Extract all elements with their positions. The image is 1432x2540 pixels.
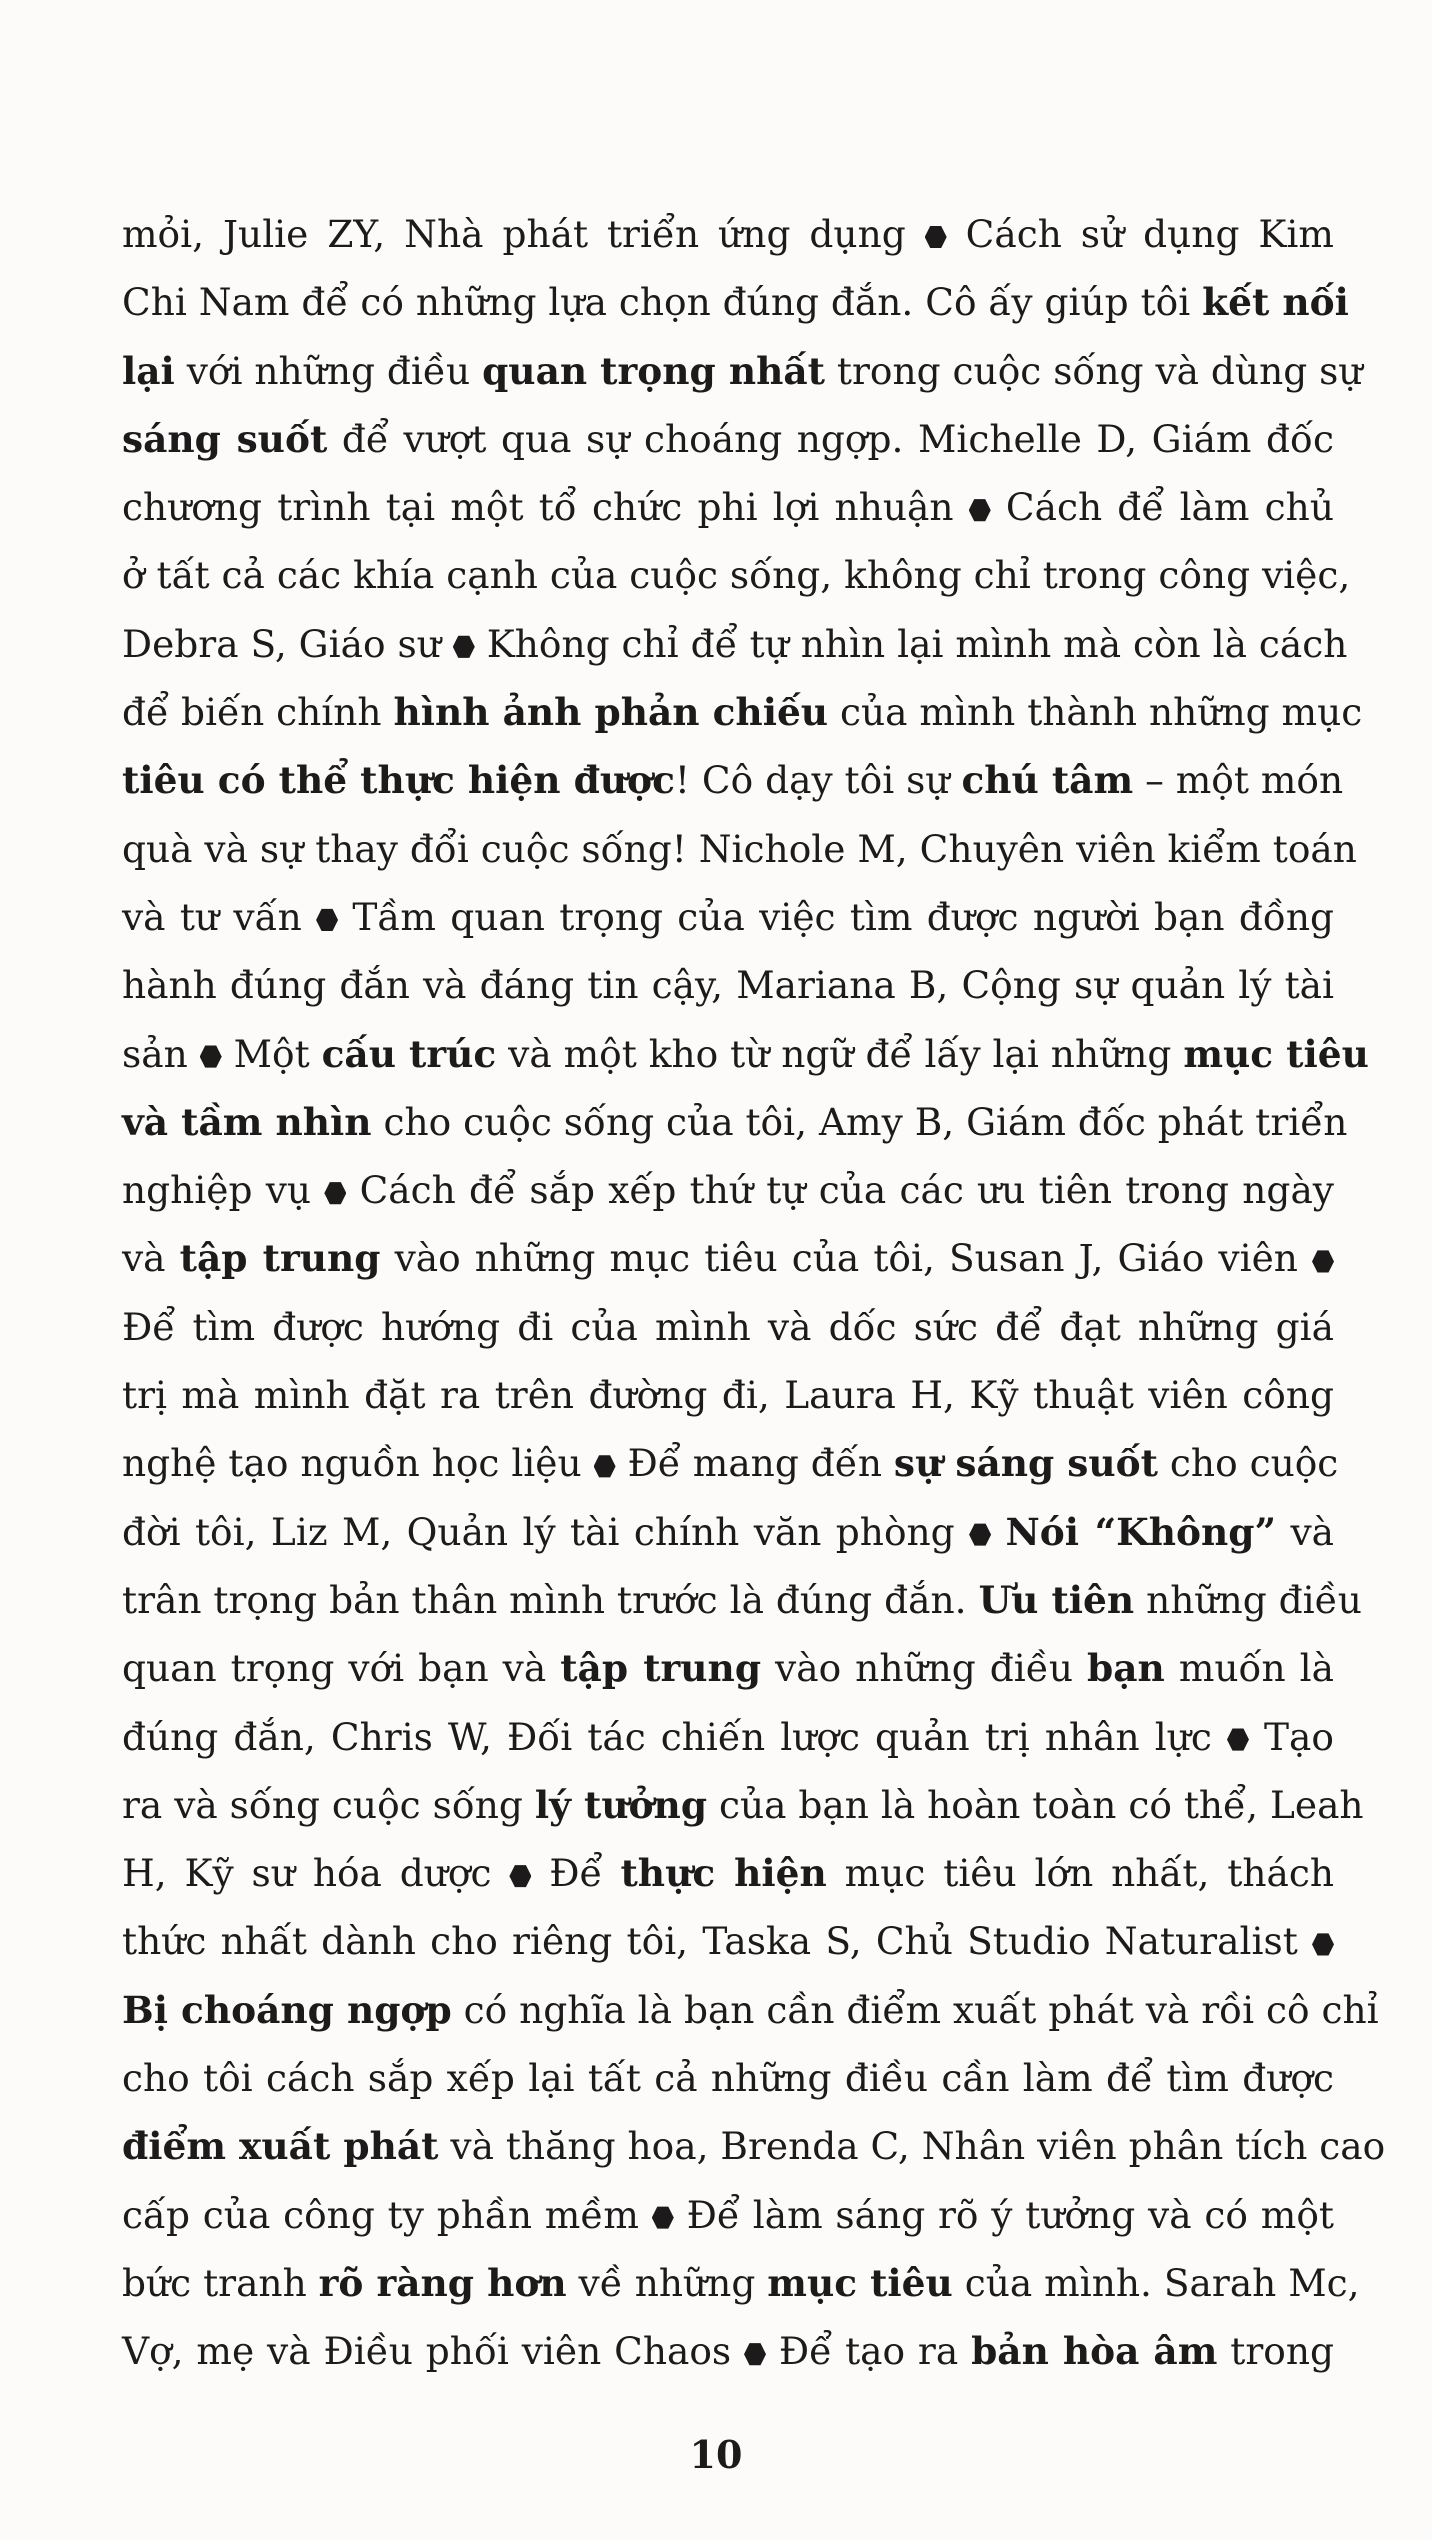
text-run: cho tôi cách sắp xếp lại tất cả những điều cần làm để tìm được <box>122 2056 1334 2101</box>
text-run: bức tranh <box>122 2260 319 2305</box>
hexagon-bullet-icon <box>744 2342 766 2366</box>
text-run: Chi Nam để có những lựa chọn đúng đắn. Cô ấy giúp tôi <box>122 280 1203 325</box>
hexagon-bullet-icon <box>324 1181 346 1205</box>
text-run: cấp của công ty phần mềm <box>122 2192 652 2237</box>
text-run: Cách sử dụng Kim <box>946 212 1334 256</box>
text-run: trị mà mình đặt ra trên đường đi, Laura H, Kỹ thuật viên công <box>122 1373 1334 1418</box>
text-line <box>122 678 1363 746</box>
text-run: ở tất cả các khía cạnh của cuộc sống, không chỉ trong công việc, <box>122 553 1351 598</box>
text-line <box>122 610 1348 678</box>
text-line <box>122 2181 1334 2249</box>
bold-text: cấu trúc <box>321 1031 497 1076</box>
text-run: Để tạo ra <box>766 2329 972 2374</box>
text-run: và tư vấn <box>122 894 317 939</box>
text-run: vào những mục tiêu của tôi, Susan J, Giáo viên <box>380 1236 1312 1281</box>
text-run: chương trình tại một tổ chức phi lợi nhuận <box>122 485 969 530</box>
text-line <box>122 1224 1334 1292</box>
text-line <box>122 1976 1379 2044</box>
text-run: để vượt qua sự choáng ngợp. Michelle D, Giám đốc <box>327 416 1334 461</box>
text-run: với những điều <box>174 348 483 393</box>
bold-text: mục tiêu <box>1183 1031 1369 1076</box>
bold-text: Nói “Không” <box>1005 1509 1277 1554</box>
text-run: trong cuộc sống và dùng sự <box>824 348 1363 393</box>
text-run: có nghĩa là bạn cần điểm xuất phát và rồi cô chỉ <box>451 1987 1379 2032</box>
bold-text: thực hiện <box>620 1851 827 1896</box>
text-run: Vợ, mẹ và Điều phối viên Chaos <box>122 2329 745 2374</box>
page-number: 10 <box>689 2432 743 2477</box>
bold-text: Bị choáng ngợp <box>122 1987 452 2032</box>
text-run: trong <box>1217 2329 1334 2374</box>
text-run: mỏi, Julie ZY, Nhà phát triển ứng dụng <box>122 212 925 256</box>
bold-text: hình ảnh phản chiếu <box>393 690 829 735</box>
text-run: những điều <box>1134 1577 1362 1622</box>
bold-text: sự sáng suốt <box>893 1441 1158 1486</box>
text-line <box>122 1020 1369 1088</box>
text-run: Cách để làm chủ <box>990 485 1334 530</box>
text-run: ra và sống cuộc sống <box>122 1782 535 1827</box>
text-line <box>122 815 1357 883</box>
text-line <box>122 1293 1334 1361</box>
text-line <box>122 1088 1348 1156</box>
bold-text: lại <box>122 348 175 393</box>
text-run: vào những điều <box>761 1646 1088 1691</box>
text-run: cho cuộc <box>1158 1441 1339 1486</box>
hexagon-bullet-icon <box>969 498 991 522</box>
body-text <box>122 200 1386 2386</box>
hexagon-bullet-icon <box>594 1454 616 1478</box>
bold-text: bạn <box>1087 1646 1165 1691</box>
text-run: Để <box>531 1851 621 1896</box>
text-line <box>122 200 1334 268</box>
bold-text: kết nối <box>1202 280 1349 325</box>
text-run: mục tiêu lớn nhất, thách <box>826 1851 1334 1896</box>
hexagon-bullet-icon <box>509 1864 531 1888</box>
hexagon-bullet-icon <box>652 2206 674 2230</box>
bold-text: lý tưởng <box>534 1782 708 1827</box>
text-run: đúng đắn, Chris W, Đối tác chiến lược quản trị nhân lực <box>122 1714 1227 1759</box>
text-line <box>122 1156 1334 1224</box>
text-line <box>122 541 1351 609</box>
bold-text: bản hòa âm <box>971 2329 1218 2374</box>
text-line <box>122 1361 1334 1429</box>
bold-text: Ưu tiên <box>978 1577 1135 1622</box>
text-run: muốn là <box>1164 1646 1334 1691</box>
text-run: của mình thành những mục <box>828 690 1363 735</box>
text-line <box>122 883 1334 951</box>
text-run: nghiệp vụ <box>122 1168 325 1213</box>
text-run: Tạo <box>1248 1714 1334 1759</box>
text-run: trân trọng bản thân mình trước là đúng đắn. <box>122 1577 979 1622</box>
text-run: H, Kỹ sư hóa dược <box>122 1851 510 1896</box>
text-run: ! Cô dạy tôi sự <box>674 758 962 803</box>
text-line <box>122 1498 1334 1566</box>
hexagon-bullet-icon <box>1227 1728 1249 1752</box>
bold-text: tiêu có thể thực hiện được <box>122 758 675 803</box>
text-line <box>122 1771 1364 1839</box>
text-run: của mình. Sarah Mc, <box>952 2260 1360 2305</box>
text-line <box>122 337 1363 405</box>
hexagon-bullet-icon <box>200 1045 222 1069</box>
text-run: Cách để sắp xếp thứ tự của các ưu tiên trong ngày <box>346 1168 1334 1213</box>
bold-text: tập trung <box>560 1646 762 1691</box>
text-run: Để tìm được hướng đi của mình và dốc sức để đạt những giá <box>122 1304 1334 1349</box>
text-line <box>122 473 1334 541</box>
text-run: cho cuộc sống của tôi, Amy B, Giám đốc phát triển <box>371 1099 1348 1144</box>
bold-text: sáng suốt <box>122 416 328 461</box>
text-line <box>122 746 1344 814</box>
text-line <box>122 2317 1334 2385</box>
bold-text: điểm xuất phát <box>122 2124 439 2169</box>
text-run: Để mang đến <box>615 1441 894 1486</box>
text-line <box>122 2249 1360 2317</box>
text-line <box>122 2044 1334 2112</box>
text-run: Debra S, Giáo sư <box>122 621 453 666</box>
text-line <box>122 268 1349 336</box>
text-run: để biến chính <box>122 690 394 735</box>
text-line <box>122 951 1334 1019</box>
text-run: – một món <box>1133 758 1344 803</box>
hexagon-bullet-icon <box>969 1523 991 1547</box>
hexagon-bullet-icon <box>1312 1932 1334 1956</box>
bold-text: và tầm nhìn <box>122 1099 372 1144</box>
text-run: quà và sự thay đổi cuộc sống! Nichole M, Chuyên viên kiểm toán <box>122 826 1357 871</box>
bold-text: tập trung <box>179 1236 381 1281</box>
text-line <box>122 2112 1386 2180</box>
text-run: về những <box>566 2260 768 2305</box>
bold-text: quan trọng nhất <box>482 348 825 393</box>
text-line <box>122 1839 1334 1907</box>
text-run: Tầm quan trọng của việc tìm được người bạn đồng <box>338 894 1335 939</box>
text-run: quan trọng với bạn và <box>122 1646 561 1691</box>
text-line <box>122 405 1334 473</box>
text-run: và một kho từ ngữ để lấy lại những <box>496 1031 1184 1076</box>
text-run: Một <box>221 1031 322 1076</box>
hexagon-bullet-icon <box>316 908 338 932</box>
text-run: nghệ tạo nguồn học liệu <box>122 1441 594 1486</box>
text-run: Để làm sáng rõ ý tưởng và có một <box>673 2192 1334 2237</box>
hexagon-bullet-icon <box>1312 1249 1334 1273</box>
bold-text: mục tiêu <box>767 2260 953 2305</box>
bold-text: chú tâm <box>961 758 1134 803</box>
text-line <box>122 1634 1334 1702</box>
text-run: đời tôi, Liz M, Quản lý tài chính văn phòng <box>122 1509 970 1554</box>
text-line <box>122 1907 1334 1975</box>
text-run <box>991 1510 1005 1554</box>
text-run: Không chỉ để tự nhìn lại mình mà còn là cách <box>474 621 1348 666</box>
text-line <box>122 1566 1362 1634</box>
hexagon-bullet-icon <box>453 635 475 659</box>
text-run: và <box>1276 1509 1334 1554</box>
text-run: của bạn là hoàn toàn có thể, Leah <box>707 1782 1364 1827</box>
text-run: và thăng hoa, Brenda C, Nhân viên phân tích cao <box>438 2124 1386 2169</box>
text-run: hành đúng đắn và đáng tin cậy, Mariana B, Cộng sự quản lý tài <box>122 963 1334 1008</box>
bold-text: rõ ràng hơn <box>318 2260 567 2305</box>
text-run: thức nhất dành cho riêng tôi, Taska S, Chủ Studio Naturalist <box>122 1919 1312 1964</box>
hexagon-bullet-icon <box>925 225 947 249</box>
text-run: sản <box>122 1031 200 1076</box>
text-run: và <box>122 1236 180 1281</box>
text-line <box>122 1703 1334 1771</box>
text-line <box>122 1429 1339 1497</box>
